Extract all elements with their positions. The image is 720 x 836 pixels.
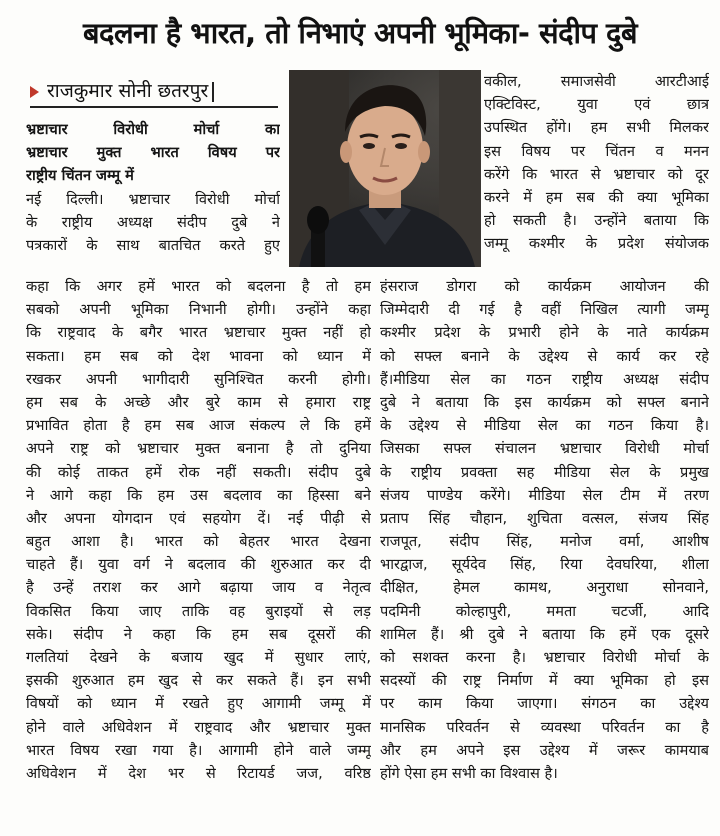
byline <box>30 74 278 108</box>
intro-line: भ्रष्टाचार मुक्त भारत विषय पर <box>26 144 280 162</box>
article-line: और हम अपने इस उद्देश्य में जरूर कामयाब <box>380 741 709 759</box>
article-line: दुबे ने बताया कि इस कार्यक्रम को सफ्ल बनाने <box>380 393 709 411</box>
article-line: विषयों को ध्यान में रखते हुए आगामी जम्मू में <box>26 695 371 713</box>
article-line: रखकर अपनी भागीदारी सुनिश्चित करनी होगी। <box>26 370 371 388</box>
article-line: को सशक्त करना है। भ्रष्टाचार विरोधी मोर्चा के <box>380 649 709 666</box>
article-line: गलतियां देखने के बजाय खुद में सुधार लाएं, <box>26 649 371 666</box>
article-line: के उद्देश्य से मीडिया सेल का गठन किया है। <box>380 417 709 435</box>
intro-column <box>26 118 280 257</box>
article-line: भारत विषय रखा गया है। आगामी होने वाले जम्मू <box>26 741 371 759</box>
article-line: पत्रकारों के साथ बातचित करते हुए <box>26 236 280 254</box>
article-column-1 <box>26 275 371 785</box>
article-line: हैं।मीडिया सेल का गठन राष्ट्रीय अध्यक्ष संदीप <box>380 370 709 388</box>
byline-bar <box>212 82 214 102</box>
article-line: पदमिनी कोल्हापुरी, ममता चटर्जी, आदि <box>380 602 709 620</box>
article-line: पर काम किया जाएगा। संगठन का उद्देश्य <box>380 695 709 713</box>
article-line: बहुत आशा है। भारत को बेहतर भारत देखना <box>26 533 371 551</box>
article-line: सबको अपनी भूमिका निभानी होगी। उन्होंने कहा <box>26 301 371 319</box>
speaker-photo <box>289 70 481 267</box>
article-line: ने आगे कहा कि हम उस बदलाव का हिस्सा बने <box>26 486 371 504</box>
article-line: प्रभावित होता है हम सब आज संकल्प ले कि हमें <box>26 417 371 435</box>
article-line: चाहते हैं। युवा वर्ग ने बदलाव की शुरुआत कर दी <box>26 556 371 574</box>
byline-text: राजकुमार सोनी छतरपुर <box>47 80 209 102</box>
article-line: के राष्ट्रीय प्रवक्ता सह मीडिया सेल के प्रमुख <box>380 463 709 481</box>
article-line: जिसका सफ्ल संचालन भ्रष्टाचार विरोधी मोर्चा <box>380 440 709 458</box>
article-line: संजय पाण्डेय करेंगे। मीडिया सेल टीम में तरण <box>380 486 709 504</box>
article-line: को सफ्ल बनाने के उद्देश्य से कार्य कर रहे <box>380 347 709 365</box>
article-line: कश्मीर प्रदेश के प्रभारी होने के नाते कार्यक्रम <box>380 324 709 342</box>
article-line: और अपना योगदान एवं सहयोग दें। नई पीढ़ी से <box>26 509 371 527</box>
article-line: अपने राष्ट्र को भ्रष्टाचार मुक्त बनाना है तो दुनिया <box>26 440 371 458</box>
article-line: अधिवेशन में देश भर से रिटायर्ड जज, वरिष्ठ <box>26 764 371 782</box>
article-line: भारद्वाज, सूर्यदेव सिंह, रिया देवघरिया, शीला <box>380 556 709 574</box>
article-line: हो सकती है। उन्होंने बताया कि <box>484 212 709 230</box>
article-line: हम सब के अच्छे और बुरे काम से हमारा राष्ट्र <box>26 393 371 411</box>
intro-line: राष्ट्रीय चिंतन जम्मू में <box>26 167 134 185</box>
intro-line: भ्रष्टाचार विरोधी मोर्चा का <box>26 121 280 138</box>
article-line: करेंगे कि भारत से भ्रष्टाचार को दूर <box>484 165 709 183</box>
article-line: इसकी शुरुआत हम खुद से कर सकते हैं। इन सभी <box>26 672 371 690</box>
article-line: एक्टिविस्ट, युवा एवं छात्र <box>484 96 709 114</box>
article-line: सकता। हम सब को देश भावना को ध्यान में <box>26 347 371 365</box>
article-line: इस विषय पर चिंतन व मनन <box>484 142 709 160</box>
article-line: है उन्हें तराश कर आगे बढ़ाया जाय व नेतृत्व <box>26 579 371 597</box>
article-line: प्रताप सिंह चौहान, शुचिता वत्सल, संजय सिंह <box>380 509 709 527</box>
article-line: जिम्मेदारी दी गई है वहीं निखिल त्यागी जम्मू <box>380 301 709 319</box>
article-line: सके। संदीप ने कहा कि हम सब दूसरों की <box>26 625 371 643</box>
article-column-2 <box>380 275 709 785</box>
article-line: होंगे ऐसा हम सभी का विश्वास है। <box>380 764 558 782</box>
article-line: नई दिल्ली। भ्रष्टाचार विरोधी मोर्चा <box>26 190 280 208</box>
byline-arrow-icon <box>30 86 39 98</box>
article-line: विकसित किया जाए ताकि वह बुराइयों से लड़ <box>26 602 371 620</box>
article-line: मानसिक परिवर्तन से व्यवस्था परिवर्तन का है <box>380 718 709 736</box>
portrait-photo-icon <box>289 70 481 267</box>
article-line: शामिल हैं। श्री दुबे ने बताया कि हमें एक दूसरे <box>380 625 709 643</box>
article-line: सदस्यों की राष्ट्र निर्माण में क्या भूमिका हो इस <box>380 672 709 690</box>
article-line: उपस्थित होंगे। हम सभी मिलकर <box>484 119 709 137</box>
article-line: वकील, समाजसेवी आरटीआई <box>484 73 709 90</box>
article-column-2-top <box>484 70 709 256</box>
article-line: जम्मू कश्मीर के प्रदेश संयोजक <box>484 235 709 253</box>
article-line: दीक्षित, हेमल कामथ, अनुराधा सोनवाने, <box>380 579 709 597</box>
article-line: की कोई ताकत हमें रोक नहीं सकती। संदीप दुबे <box>26 463 371 481</box>
article-line: कहा कि अगर हमें भारत को बदलना है तो हम <box>26 278 371 295</box>
article-line: होने वाले अधिवेशन में राष्ट्रवाद और भ्रष्टाचार मुक्त <box>26 718 371 736</box>
article-line: हंसराज डोगरा को कार्यक्रम आयोजन की <box>380 278 709 295</box>
article-line: कि राष्ट्रवाद के बगैर भारत भ्रष्टाचार मुक्त नहीं हो <box>26 324 371 342</box>
article-line: के राष्ट्रीय अध्यक्ष संदीप दुबे ने <box>26 213 280 231</box>
article-line: राजपूत, संदीप सिंह, मनोज वर्मा, आशीष <box>380 533 709 551</box>
headline: बदलना है भारत, तो निभाएं अपनी भूमिका- संदीप दुबे <box>82 16 638 50</box>
article-line: करने में हम सब की क्या भूमिका <box>484 188 709 206</box>
